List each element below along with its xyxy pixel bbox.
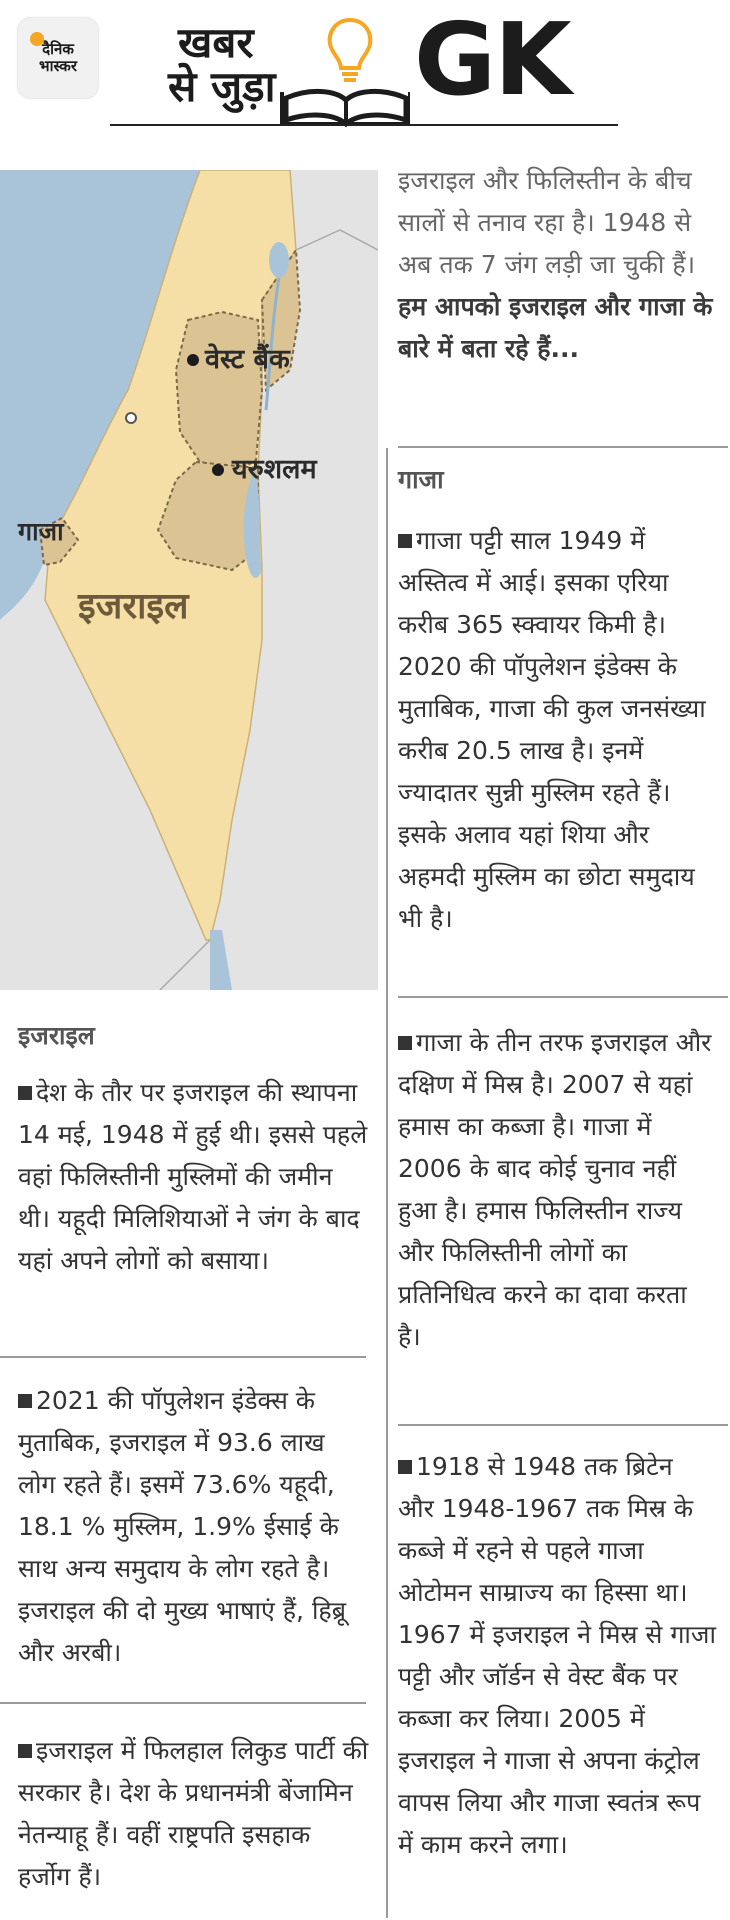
israel-point-2-text: 2021 की पॉपुलेशन इंडेक्स के मुताबिक, इजराइल में 93.6 लाख लोग रहते हैं। इसमें 73.6% यहूदी, 18.1 % मुस्लिम, 1.9% ईसाई के साथ अन्य समुदाय के लोग रहते है। इजराइल की दो मुख्य भाषाएं हैं, हिब्रू और अरबी।: [18, 1386, 346, 1667]
label-gaza: गाजा: [18, 517, 64, 546]
dainik-bhaskar-logo: [18, 18, 98, 98]
gaza-point-1: [398, 520, 716, 940]
label-west-bank: वेस्ट बैंक: [205, 344, 290, 375]
title-gk: GK: [414, 1, 570, 118]
column-divider: [386, 448, 388, 1918]
bullet-square-icon: [398, 1460, 412, 1474]
divider: [0, 1356, 366, 1358]
divider: [398, 996, 728, 998]
divider: [398, 1424, 728, 1426]
logo-line2: भास्कर: [39, 57, 77, 75]
israel-point-2: [18, 1380, 370, 1674]
intro-bold: हम आपको इजराइल और गाजा के बारे में बता रहे हैं...: [398, 292, 713, 363]
bullet-square-icon: [398, 1036, 412, 1050]
bullet-square-icon: [18, 1394, 32, 1408]
logo-line1: दैनिक: [42, 40, 74, 58]
israel-point-3: [18, 1730, 370, 1898]
label-jerusalem: यरुशलम: [232, 454, 317, 485]
divider: [0, 1702, 366, 1704]
header-rule: [110, 124, 618, 126]
title-line1: खबर: [178, 18, 254, 67]
label-israel: इजराइल: [78, 586, 189, 627]
gaza-point-2: [398, 1022, 716, 1358]
israel-gaza-map: [0, 170, 378, 990]
intro-text: इजराइल और फिलिस्तीन के बीच सालों से तनाव रहा है। 1948 से अब तक 7 जंग लड़ी जा चुकी हैं।: [398, 166, 696, 279]
intro-paragraph: [398, 160, 718, 370]
bulb-book-icon: [280, 8, 410, 128]
west-bank-marker: [187, 354, 199, 366]
gaza-heading: गाजा: [398, 465, 444, 494]
israel-point-1-text: देश के तौर पर इजराइल की स्थापना 14 मई, 1948 में हुई थी। इससे पहले वहां फिलिस्तीनी मुस्लिमों की जमीन थी। यहूदी मिलिशियाओं ने जंग के बाद यहां अपने लोगों को बसाया।: [18, 1078, 368, 1275]
gaza-point-3-text: 1918 से 1948 तक ब्रिटेन और 1948-1967 तक मिस्र के कब्जे में रहने से पहले गाजा ओटोमन साम्राज्य का हिस्सा था। 1967 में इजराइल ने मिस्र से गाजा पट्टी और जॉर्डन से वेस्ट बैंक पर कब्जा कर लिया। 2005 में इजराइल ने गाजा से अपना कंट्रोल वापस लिया और गाजा स्वतंत्र रूप में काम करने लगा।: [398, 1452, 716, 1859]
bullet-square-icon: [18, 1744, 32, 1758]
title-line2: से जुड़ा: [168, 62, 276, 111]
gaza-point-2-text: गाजा के तीन तरफ इजराइल और दक्षिण में मिस्र है। 2007 से यहां हमास का कब्जा है। गाजा में 2006 के बाद कोई चुनाव नहीं हुआ है। हमास फिलिस्तीन राज्य और फिलिस्तीनी लोगों का प्रतिनिधित्व करने का दावा करता है।: [398, 1028, 712, 1351]
israel-point-3-text: इजराइल में फिलहाल लिकुड पार्टी की सरकार है। देश के प्रधानमंत्री बेंजामिन नेतन्याहू हैं। वहीं राष्ट्रपति इसहाक हर्जोग हैं।: [18, 1736, 369, 1891]
divider: [398, 446, 728, 448]
jerusalem-marker: [212, 464, 224, 476]
israel-point-1: [18, 1072, 370, 1282]
bullet-square-icon: [398, 534, 412, 548]
sea-of-galilee: [269, 242, 289, 278]
israel-heading: इजराइल: [18, 1021, 95, 1050]
gaza-point-3: [398, 1446, 716, 1866]
bullet-square-icon: [18, 1086, 32, 1100]
city-marker: [126, 413, 136, 423]
gaza-point-1-text: गाजा पट्टी साल 1949 में अस्तित्व में आई। इसका एरिया करीब 365 स्क्वायर किमी है। 2020 की पॉपुलेशन इंडेक्स के मुताबिक, गाजा की कुल जनसंख्या करीब 20.5 लाख है। इनमें ज्यादातर सुन्नी मुस्लिम रहते हैं। इसके अलाव यहां शिया और अहमदी मुस्लिम का छोटा समुदाय भी है।: [398, 526, 706, 933]
